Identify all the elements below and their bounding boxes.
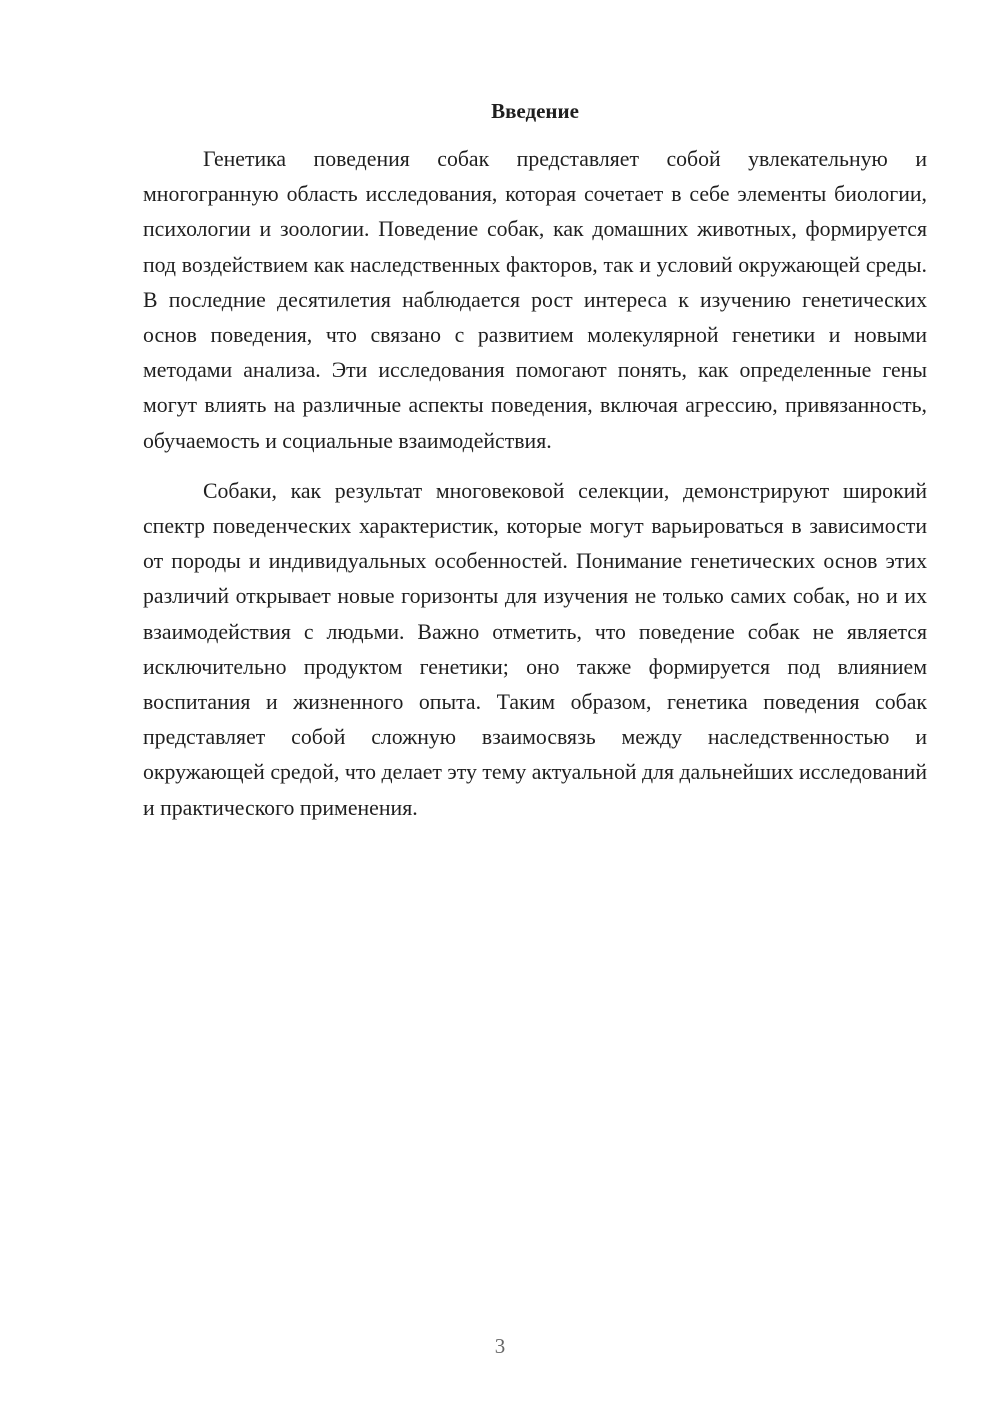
body-text — [143, 142, 927, 841]
paragraph-2: Собаки, как результат многовековой селекции, демонстрируют широкий спектр поведенческих характеристик, которые могут варьироваться в зависимости от породы и индивидуальных особенностей. Понимание генетических основ этих различий открывает новые горизонты для изучения не только самих собак, но и их взаимодействия с людьми. Важно отметить, что поведение собак не является исключительно продуктом генетики; оно также формируется под влиянием воспитания и жизненного опыта. Таким образом, генетика поведения собак представляет собой сложную взаимосвязь между наследственностью и окружающей средой, что делает эту тему актуальной для дальнейших исследований и практического применения. — [143, 478, 927, 820]
page-number: 3 — [494, 1334, 506, 1358]
section-heading: Введение — [491, 99, 579, 123]
paragraph-1: Генетика поведения собак представляет собой увлекательную и многогранную область исследования, которая сочетает в себе элементы биологии, психологии и зоологии. Поведение собак, как домашних животных, формируется под воздействием как наследственных факторов, так и условий окружающей среды. В последние десятилетия наблюдается рост интереса к изучению генетических основ поведения, что связано с развитием молекулярной генетики и новыми методами анализа. Эти исследования помогают понять, как определенные гены могут влиять на различные аспекты поведения, включая агрессию, привязанность, обучаемость и социальные взаимодействия. — [143, 147, 927, 453]
